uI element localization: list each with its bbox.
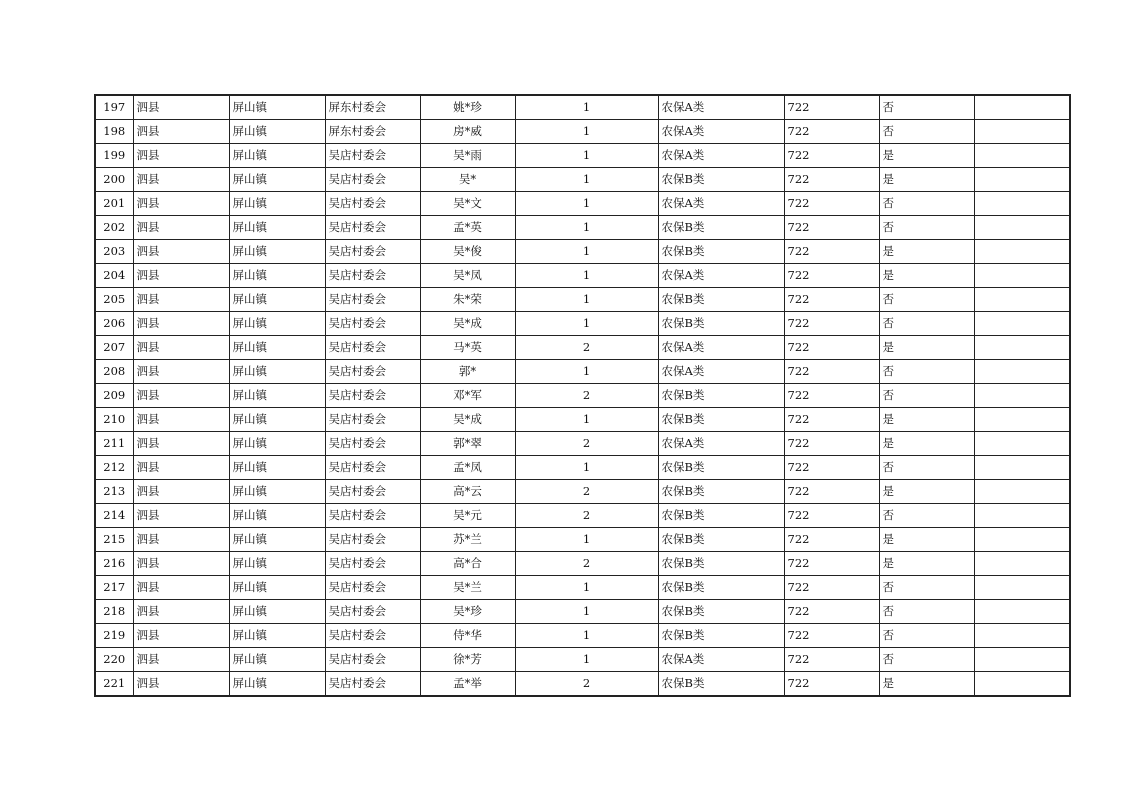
- household-count-cell: 2: [515, 480, 658, 504]
- row-index-cell: 198: [95, 120, 133, 144]
- note-cell: [974, 528, 1070, 552]
- category-cell: 农保B类: [658, 624, 784, 648]
- note-cell: [974, 312, 1070, 336]
- note-cell: [974, 552, 1070, 576]
- household-count-cell: 1: [515, 624, 658, 648]
- name-cell: 吴*珍: [420, 600, 515, 624]
- county-cell: 泗县: [133, 528, 229, 552]
- town-cell: 屏山镇: [229, 336, 325, 360]
- table-row: [95, 528, 1070, 552]
- note-cell: [974, 264, 1070, 288]
- county-cell: 泗县: [133, 624, 229, 648]
- village-cell: 吴店村委会: [325, 672, 420, 697]
- household-count-cell: 1: [515, 408, 658, 432]
- category-cell: 农保B类: [658, 216, 784, 240]
- village-cell: 吴店村委会: [325, 168, 420, 192]
- household-count-cell: 2: [515, 672, 658, 697]
- note-cell: [974, 480, 1070, 504]
- town-cell: 屏山镇: [229, 95, 325, 120]
- row-index-cell: 203: [95, 240, 133, 264]
- household-count-cell: 1: [515, 192, 658, 216]
- household-count-cell: 1: [515, 456, 658, 480]
- village-cell: 吴店村委会: [325, 552, 420, 576]
- flag-cell: 是: [879, 144, 974, 168]
- row-index-cell: 219: [95, 624, 133, 648]
- amount-cell: 722: [784, 384, 879, 408]
- row-index-cell: 216: [95, 552, 133, 576]
- household-count-cell: 2: [515, 432, 658, 456]
- note-cell: [974, 504, 1070, 528]
- category-cell: 农保B类: [658, 600, 784, 624]
- note-cell: [974, 648, 1070, 672]
- village-cell: 吴店村委会: [325, 336, 420, 360]
- household-count-cell: 2: [515, 384, 658, 408]
- flag-cell: 是: [879, 528, 974, 552]
- name-cell: 苏*兰: [420, 528, 515, 552]
- amount-cell: 722: [784, 120, 879, 144]
- village-cell: 吴店村委会: [325, 528, 420, 552]
- household-count-cell: 1: [515, 528, 658, 552]
- row-index-cell: 211: [95, 432, 133, 456]
- name-cell: 房*威: [420, 120, 515, 144]
- county-cell: 泗县: [133, 192, 229, 216]
- name-cell: 郭*翠: [420, 432, 515, 456]
- table-row: [95, 144, 1070, 168]
- household-count-cell: 1: [515, 240, 658, 264]
- table-row: [95, 240, 1070, 264]
- household-count-cell: 2: [515, 504, 658, 528]
- village-cell: 吴店村委会: [325, 408, 420, 432]
- note-cell: [974, 672, 1070, 697]
- category-cell: 农保A类: [658, 360, 784, 384]
- household-count-cell: 1: [515, 288, 658, 312]
- village-cell: 吴店村委会: [325, 312, 420, 336]
- table-row: [95, 360, 1070, 384]
- household-count-cell: 1: [515, 216, 658, 240]
- note-cell: [974, 336, 1070, 360]
- category-cell: 农保A类: [658, 336, 784, 360]
- town-cell: 屏山镇: [229, 600, 325, 624]
- town-cell: 屏山镇: [229, 288, 325, 312]
- category-cell: 农保A类: [658, 120, 784, 144]
- town-cell: 屏山镇: [229, 240, 325, 264]
- county-cell: 泗县: [133, 336, 229, 360]
- household-count-cell: 2: [515, 336, 658, 360]
- name-cell: 吴*文: [420, 192, 515, 216]
- note-cell: [974, 120, 1070, 144]
- flag-cell: 是: [879, 264, 974, 288]
- village-cell: 吴店村委会: [325, 432, 420, 456]
- village-cell: 吴店村委会: [325, 576, 420, 600]
- category-cell: 农保B类: [658, 240, 784, 264]
- category-cell: 农保B类: [658, 528, 784, 552]
- town-cell: 屏山镇: [229, 528, 325, 552]
- category-cell: 农保B类: [658, 504, 784, 528]
- county-cell: 泗县: [133, 240, 229, 264]
- household-count-cell: 1: [515, 360, 658, 384]
- table-row: [95, 432, 1070, 456]
- household-count-cell: 1: [515, 95, 658, 120]
- name-cell: 姚*珍: [420, 95, 515, 120]
- name-cell: 吴*成: [420, 408, 515, 432]
- county-cell: 泗县: [133, 552, 229, 576]
- village-cell: 吴店村委会: [325, 288, 420, 312]
- county-cell: 泗县: [133, 216, 229, 240]
- village-cell: 吴店村委会: [325, 360, 420, 384]
- category-cell: 农保A类: [658, 264, 784, 288]
- flag-cell: 是: [879, 552, 974, 576]
- table-row: [95, 312, 1070, 336]
- amount-cell: 722: [784, 552, 879, 576]
- household-count-cell: 1: [515, 264, 658, 288]
- household-count-cell: 1: [515, 600, 658, 624]
- row-index-cell: 201: [95, 192, 133, 216]
- row-index-cell: 210: [95, 408, 133, 432]
- amount-cell: 722: [784, 288, 879, 312]
- note-cell: [974, 384, 1070, 408]
- category-cell: 农保B类: [658, 408, 784, 432]
- note-cell: [974, 432, 1070, 456]
- row-index-cell: 199: [95, 144, 133, 168]
- name-cell: 吴*成: [420, 312, 515, 336]
- row-index-cell: 197: [95, 95, 133, 120]
- row-index-cell: 220: [95, 648, 133, 672]
- name-cell: 吴*俊: [420, 240, 515, 264]
- amount-cell: 722: [784, 240, 879, 264]
- table-row: [95, 480, 1070, 504]
- household-count-cell: 1: [515, 648, 658, 672]
- town-cell: 屏山镇: [229, 144, 325, 168]
- note-cell: [974, 408, 1070, 432]
- county-cell: 泗县: [133, 264, 229, 288]
- table-row: [95, 192, 1070, 216]
- table-row: [95, 408, 1070, 432]
- note-cell: [974, 144, 1070, 168]
- flag-cell: 否: [879, 95, 974, 120]
- name-cell: 朱*荣: [420, 288, 515, 312]
- row-index-cell: 221: [95, 672, 133, 697]
- amount-cell: 722: [784, 192, 879, 216]
- county-cell: 泗县: [133, 576, 229, 600]
- category-cell: 农保A类: [658, 432, 784, 456]
- table-row: [95, 384, 1070, 408]
- name-cell: 吴*雨: [420, 144, 515, 168]
- name-cell: 郭*: [420, 360, 515, 384]
- table-row: [95, 624, 1070, 648]
- town-cell: 屏山镇: [229, 120, 325, 144]
- county-cell: 泗县: [133, 168, 229, 192]
- flag-cell: 否: [879, 312, 974, 336]
- name-cell: 邓*军: [420, 384, 515, 408]
- amount-cell: 722: [784, 624, 879, 648]
- category-cell: 农保B类: [658, 480, 784, 504]
- flag-cell: 否: [879, 120, 974, 144]
- village-cell: 吴店村委会: [325, 456, 420, 480]
- row-index-cell: 208: [95, 360, 133, 384]
- village-cell: 吴店村委会: [325, 144, 420, 168]
- town-cell: 屏山镇: [229, 576, 325, 600]
- flag-cell: 否: [879, 624, 974, 648]
- amount-cell: 722: [784, 216, 879, 240]
- category-cell: 农保B类: [658, 576, 784, 600]
- category-cell: 农保B类: [658, 552, 784, 576]
- town-cell: 屏山镇: [229, 408, 325, 432]
- county-cell: 泗县: [133, 95, 229, 120]
- county-cell: 泗县: [133, 432, 229, 456]
- flag-cell: 是: [879, 168, 974, 192]
- row-index-cell: 212: [95, 456, 133, 480]
- table-row: [95, 264, 1070, 288]
- amount-cell: 722: [784, 600, 879, 624]
- county-cell: 泗县: [133, 504, 229, 528]
- category-cell: 农保A类: [658, 192, 784, 216]
- flag-cell: 是: [879, 480, 974, 504]
- town-cell: 屏山镇: [229, 480, 325, 504]
- row-index-cell: 209: [95, 384, 133, 408]
- note-cell: [974, 288, 1070, 312]
- table-row: [95, 120, 1070, 144]
- note-cell: [974, 456, 1070, 480]
- flag-cell: 是: [879, 240, 974, 264]
- amount-cell: 722: [784, 95, 879, 120]
- flag-cell: 是: [879, 672, 974, 697]
- flag-cell: 是: [879, 408, 974, 432]
- note-cell: [974, 600, 1070, 624]
- village-cell: 屏东村委会: [325, 95, 420, 120]
- table-row: [95, 336, 1070, 360]
- amount-cell: 722: [784, 144, 879, 168]
- table-row: [95, 504, 1070, 528]
- row-index-cell: 204: [95, 264, 133, 288]
- town-cell: 屏山镇: [229, 432, 325, 456]
- amount-cell: 722: [784, 648, 879, 672]
- flag-cell: 是: [879, 336, 974, 360]
- category-cell: 农保B类: [658, 312, 784, 336]
- household-count-cell: 1: [515, 312, 658, 336]
- amount-cell: 722: [784, 672, 879, 697]
- amount-cell: 722: [784, 504, 879, 528]
- note-cell: [974, 576, 1070, 600]
- town-cell: 屏山镇: [229, 312, 325, 336]
- name-cell: 高*云: [420, 480, 515, 504]
- county-cell: 泗县: [133, 672, 229, 697]
- amount-cell: 722: [784, 408, 879, 432]
- flag-cell: 否: [879, 216, 974, 240]
- note-cell: [974, 240, 1070, 264]
- village-cell: 吴店村委会: [325, 480, 420, 504]
- flag-cell: 否: [879, 192, 974, 216]
- town-cell: 屏山镇: [229, 504, 325, 528]
- county-cell: 泗县: [133, 144, 229, 168]
- village-cell: 吴店村委会: [325, 216, 420, 240]
- town-cell: 屏山镇: [229, 360, 325, 384]
- town-cell: 屏山镇: [229, 672, 325, 697]
- name-cell: 吴*凤: [420, 264, 515, 288]
- flag-cell: 否: [879, 456, 974, 480]
- note-cell: [974, 192, 1070, 216]
- household-count-cell: 1: [515, 576, 658, 600]
- table-row: [95, 600, 1070, 624]
- town-cell: 屏山镇: [229, 552, 325, 576]
- table-row: [95, 552, 1070, 576]
- amount-cell: 722: [784, 456, 879, 480]
- town-cell: 屏山镇: [229, 648, 325, 672]
- category-cell: 农保B类: [658, 168, 784, 192]
- flag-cell: 是: [879, 432, 974, 456]
- note-cell: [974, 360, 1070, 384]
- county-cell: 泗县: [133, 480, 229, 504]
- category-cell: 农保B类: [658, 384, 784, 408]
- village-cell: 吴店村委会: [325, 504, 420, 528]
- category-cell: 农保B类: [658, 456, 784, 480]
- table-body: [95, 95, 1070, 696]
- category-cell: 农保B类: [658, 288, 784, 312]
- note-cell: [974, 168, 1070, 192]
- village-cell: 吴店村委会: [325, 192, 420, 216]
- row-index-cell: 205: [95, 288, 133, 312]
- flag-cell: 否: [879, 648, 974, 672]
- table-row: [95, 648, 1070, 672]
- county-cell: 泗县: [133, 408, 229, 432]
- household-count-cell: 2: [515, 552, 658, 576]
- row-index-cell: 214: [95, 504, 133, 528]
- county-cell: 泗县: [133, 312, 229, 336]
- table-row: [95, 456, 1070, 480]
- row-index-cell: 206: [95, 312, 133, 336]
- county-cell: 泗县: [133, 648, 229, 672]
- note-cell: [974, 624, 1070, 648]
- table-row: [95, 95, 1070, 120]
- flag-cell: 否: [879, 360, 974, 384]
- village-cell: 屏东村委会: [325, 120, 420, 144]
- row-index-cell: 215: [95, 528, 133, 552]
- name-cell: 吴*: [420, 168, 515, 192]
- amount-cell: 722: [784, 360, 879, 384]
- village-cell: 吴店村委会: [325, 264, 420, 288]
- name-cell: 孟*举: [420, 672, 515, 697]
- county-cell: 泗县: [133, 360, 229, 384]
- name-cell: 马*英: [420, 336, 515, 360]
- town-cell: 屏山镇: [229, 264, 325, 288]
- town-cell: 屏山镇: [229, 384, 325, 408]
- data-table: [94, 94, 1071, 697]
- table-row: [95, 216, 1070, 240]
- name-cell: 吴*元: [420, 504, 515, 528]
- county-cell: 泗县: [133, 384, 229, 408]
- amount-cell: 722: [784, 432, 879, 456]
- name-cell: 徐*芳: [420, 648, 515, 672]
- table-row: [95, 672, 1070, 697]
- amount-cell: 722: [784, 576, 879, 600]
- amount-cell: 722: [784, 264, 879, 288]
- row-index-cell: 217: [95, 576, 133, 600]
- amount-cell: 722: [784, 528, 879, 552]
- household-count-cell: 1: [515, 144, 658, 168]
- name-cell: 高*合: [420, 552, 515, 576]
- category-cell: 农保A类: [658, 648, 784, 672]
- county-cell: 泗县: [133, 600, 229, 624]
- name-cell: 孟*凤: [420, 456, 515, 480]
- household-count-cell: 1: [515, 120, 658, 144]
- town-cell: 屏山镇: [229, 192, 325, 216]
- village-cell: 吴店村委会: [325, 600, 420, 624]
- flag-cell: 否: [879, 600, 974, 624]
- row-index-cell: 213: [95, 480, 133, 504]
- flag-cell: 否: [879, 288, 974, 312]
- row-index-cell: 200: [95, 168, 133, 192]
- table-row: [95, 168, 1070, 192]
- village-cell: 吴店村委会: [325, 648, 420, 672]
- table-row: [95, 288, 1070, 312]
- name-cell: 侍*华: [420, 624, 515, 648]
- flag-cell: 否: [879, 576, 974, 600]
- village-cell: 吴店村委会: [325, 240, 420, 264]
- category-cell: 农保A类: [658, 144, 784, 168]
- note-cell: [974, 216, 1070, 240]
- county-cell: 泗县: [133, 456, 229, 480]
- county-cell: 泗县: [133, 288, 229, 312]
- category-cell: 农保A类: [658, 95, 784, 120]
- town-cell: 屏山镇: [229, 624, 325, 648]
- amount-cell: 722: [784, 168, 879, 192]
- household-count-cell: 1: [515, 168, 658, 192]
- table-row: [95, 576, 1070, 600]
- amount-cell: 722: [784, 336, 879, 360]
- category-cell: 农保B类: [658, 672, 784, 697]
- amount-cell: 722: [784, 312, 879, 336]
- town-cell: 屏山镇: [229, 456, 325, 480]
- town-cell: 屏山镇: [229, 216, 325, 240]
- row-index-cell: 218: [95, 600, 133, 624]
- row-index-cell: 207: [95, 336, 133, 360]
- village-cell: 吴店村委会: [325, 384, 420, 408]
- flag-cell: 否: [879, 384, 974, 408]
- note-cell: [974, 95, 1070, 120]
- row-index-cell: 202: [95, 216, 133, 240]
- county-cell: 泗县: [133, 120, 229, 144]
- name-cell: 吴*兰: [420, 576, 515, 600]
- amount-cell: 722: [784, 480, 879, 504]
- town-cell: 屏山镇: [229, 168, 325, 192]
- name-cell: 孟*英: [420, 216, 515, 240]
- flag-cell: 否: [879, 504, 974, 528]
- village-cell: 吴店村委会: [325, 624, 420, 648]
